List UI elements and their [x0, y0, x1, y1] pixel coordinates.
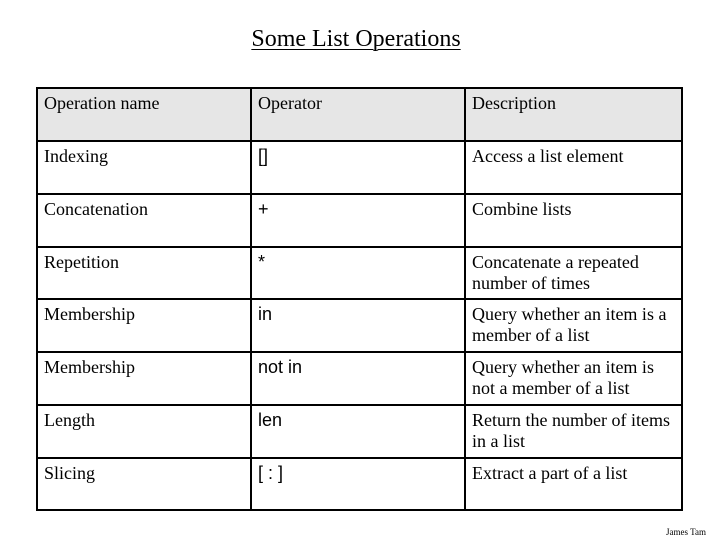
table-row: [37, 299, 682, 352]
table-row: [37, 458, 682, 511]
description-cell: Access a list element: [465, 141, 682, 194]
author-footer: James Tam: [666, 527, 706, 537]
operator-cell: []: [251, 141, 465, 194]
operation-name-cell: Length: [37, 405, 251, 458]
table-row: [37, 352, 682, 405]
operator-cell: len: [251, 405, 465, 458]
description-cell: Query whether an item is a member of a list: [465, 299, 682, 352]
description-cell: Extract a part of a list: [465, 458, 682, 511]
table-row: [37, 194, 682, 247]
slide-title: Some List Operations: [251, 26, 461, 52]
header-operator: Operator: [251, 88, 465, 141]
operation-name-cell: Repetition: [37, 247, 251, 300]
header-operation-name: Operation name: [37, 88, 251, 141]
table-row: [37, 141, 682, 194]
operator-cell: +: [251, 194, 465, 247]
header-description: Description: [465, 88, 682, 141]
operation-name-cell: Indexing: [37, 141, 251, 194]
operation-name-cell: Concatenation: [37, 194, 251, 247]
description-cell: Return the number of items in a list: [465, 405, 682, 458]
table-row: [37, 405, 682, 458]
operator-cell: not in: [251, 352, 465, 405]
operation-name-cell: Membership: [37, 352, 251, 405]
operation-name-cell: Membership: [37, 299, 251, 352]
operator-cell: in: [251, 299, 465, 352]
description-cell: Combine lists: [465, 194, 682, 247]
operator-cell: [ : ]: [251, 458, 465, 511]
description-cell: Concatenate a repeated number of times: [465, 247, 682, 300]
operator-cell: *: [251, 247, 465, 300]
table-row: [37, 247, 682, 300]
description-cell: Query whether an item is not a member of a list: [465, 352, 682, 405]
operation-name-cell: Slicing: [37, 458, 251, 511]
table-header-row: [37, 88, 682, 141]
list-operations-table: [36, 87, 683, 511]
